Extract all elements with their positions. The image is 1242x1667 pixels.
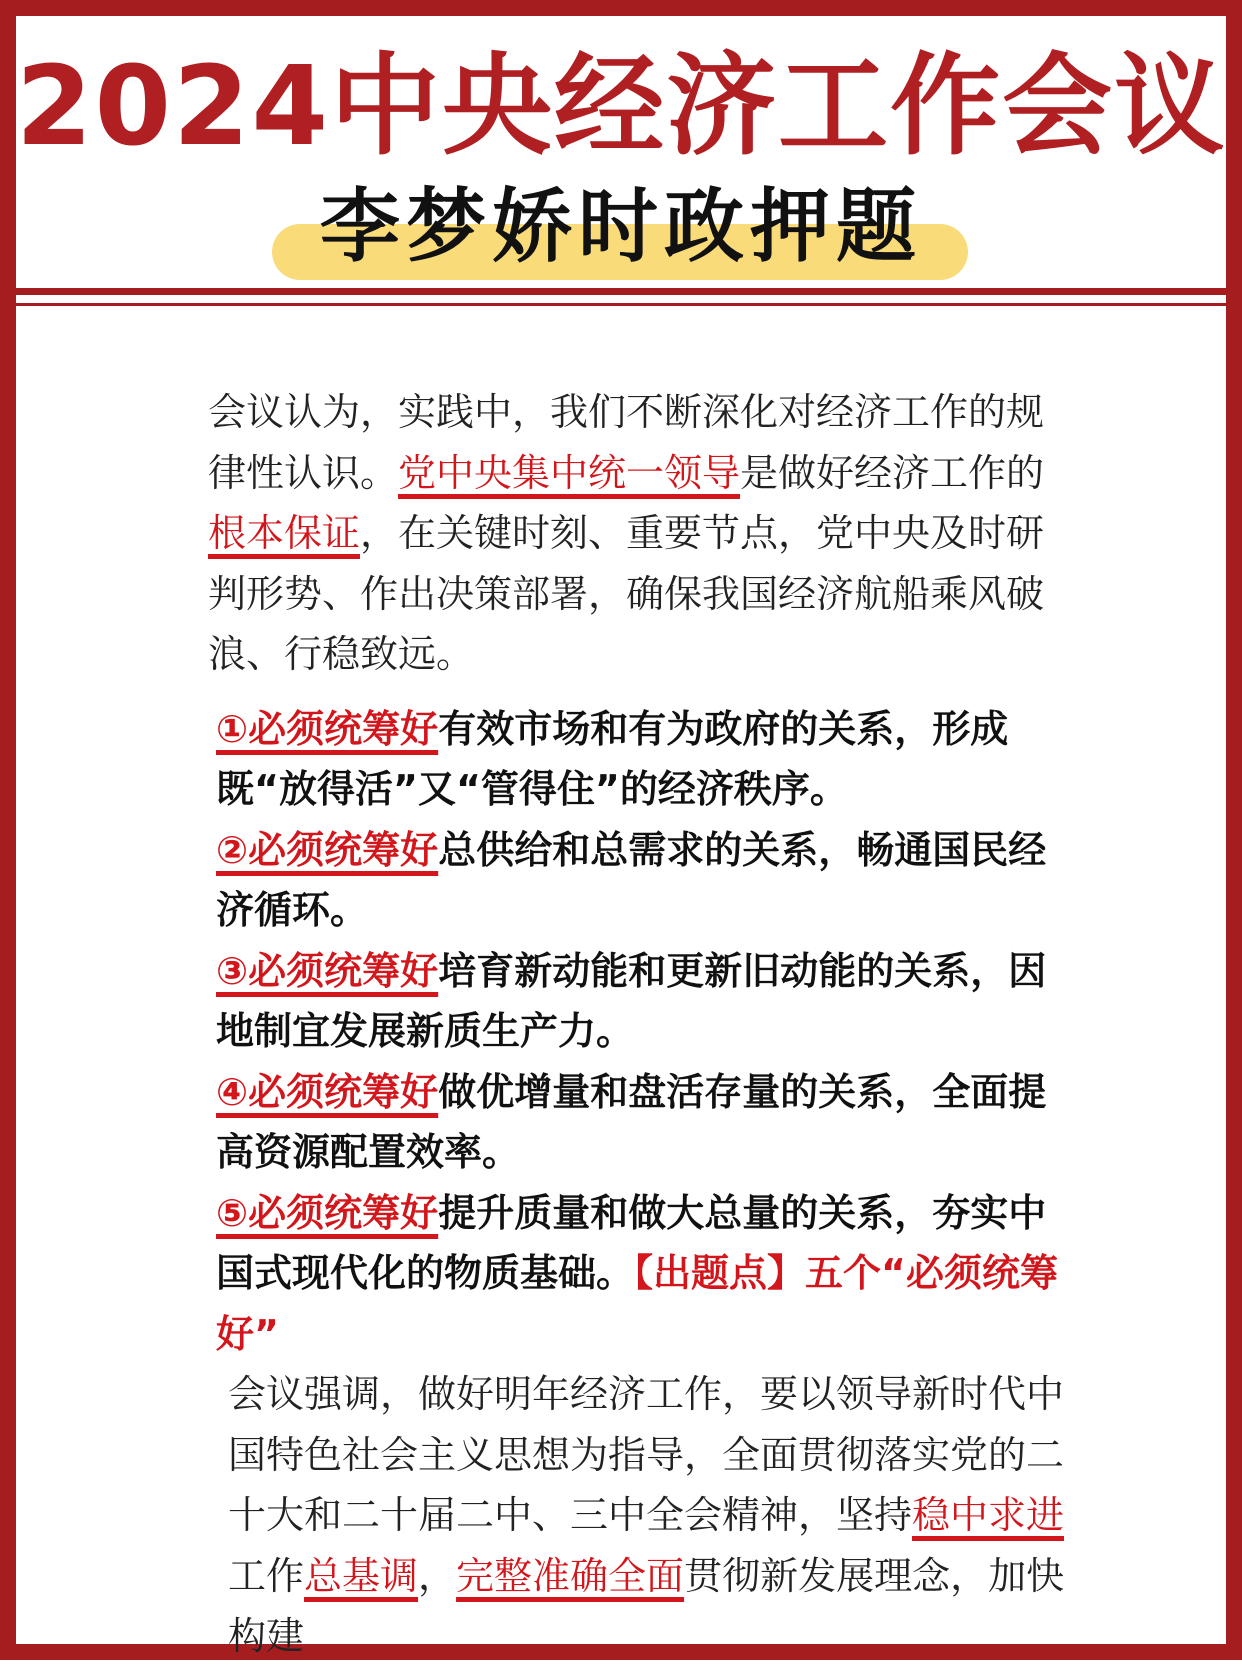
highlight-general-tone: 总基调	[304, 1553, 419, 1598]
item-2	[140, 820, 1080, 941]
closing-text-3: ，	[418, 1553, 457, 1598]
item-2-key: ②必须统筹好	[216, 827, 439, 872]
intro-text-2: 是做好经济工作的	[740, 450, 1045, 495]
closing-paragraph	[140, 1364, 1080, 1667]
item-1	[140, 699, 1080, 820]
item-5	[140, 1183, 1080, 1365]
item-3-key: ③必须统筹好	[216, 948, 439, 993]
item-4-key: ④必须统筹好	[216, 1069, 439, 1114]
closing-text-4: 贯彻新发展理念，加快构建	[228, 1553, 1065, 1658]
intro-paragraph	[140, 382, 1080, 685]
intro-text-1: 会议认为，实践中，我们不断深化对经济工作的规律性认识。	[208, 390, 1045, 495]
item-2-text: 总供给和总需求的关系，畅通国民经济循环。	[216, 827, 1047, 932]
closing-text-2: 工作	[228, 1553, 305, 1598]
closing-text-1: 会议强调，做好明年经济工作，要以领导新时代中国特色社会主义思想为指导，全面贯彻落实党的二十大和二十届二中、三中全会精神，坚持	[228, 1372, 1065, 1537]
item-3-text: 培育新动能和更新旧动能的关系，因地制宜发展新质生产力。	[216, 948, 1047, 1053]
divider-thick	[0, 288, 1242, 295]
page-subtitle: 李梦娇时政押题	[320, 180, 922, 273]
highlight-fundamental-guarantee: 根本保证	[208, 511, 361, 555]
item-1-key: ①必须统筹好	[216, 706, 439, 751]
exam-point: 【出题点】五个“必须统筹好”	[216, 1251, 1058, 1356]
item-4	[140, 1062, 1080, 1183]
divider-thin	[0, 303, 1242, 306]
intro-text-3: ，在关键时刻、重要节点，党中央及时研判形势、作出决策部署，确保我国经济航船乘风破浪、行稳致远。	[208, 511, 1045, 676]
item-5-text: 提升质量和做大总量的关系，夯实中国式现代化的物质基础。	[216, 1190, 1047, 1295]
highlight-complete-accurate: 完整准确全面	[456, 1553, 685, 1598]
item-4-text: 做优增量和盘活存量的关系，全面提高资源配置效率。	[216, 1069, 1047, 1174]
highlight-steady-progress: 稳中求进	[912, 1493, 1065, 1537]
subtitle-wrap	[0, 182, 1242, 272]
item-3	[140, 941, 1080, 1062]
page-title: 2024中央经济工作会议	[15, 42, 1227, 170]
item-5-key: ⑤必须统筹好	[216, 1190, 439, 1235]
item-1-text: 有效市场和有为政府的关系，形成既“放得活”又“管得住”的经济秩序。	[216, 706, 1009, 811]
highlight-party-leadership: 党中央集中统一领导	[398, 450, 741, 495]
article-body	[140, 382, 1080, 1667]
